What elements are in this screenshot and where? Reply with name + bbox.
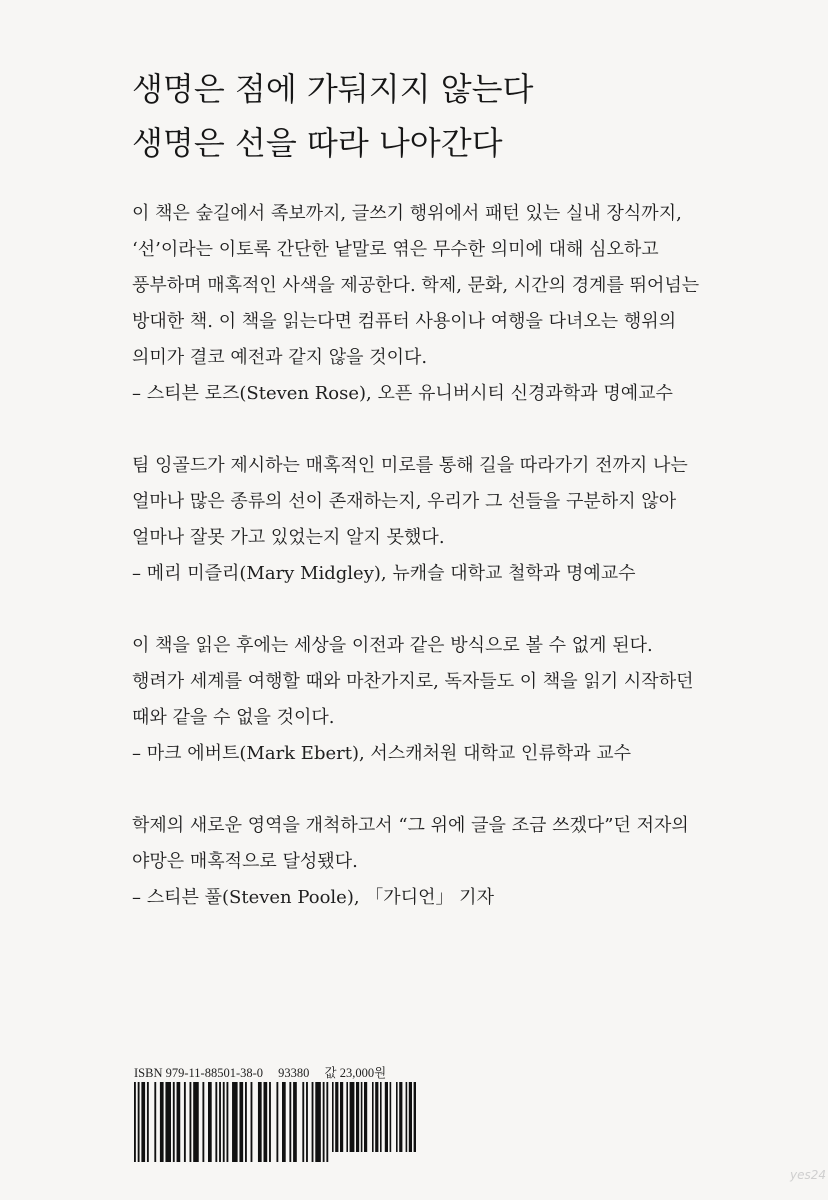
quote-attribution: – 스티븐 로즈(Steven Rose), 오픈 유니버시티 신경과학과 명예교수: [132, 383, 673, 404]
quote-attribution: – 메리 미즐리(Mary Midgley), 뉴캐슬 대학교 철학과 명예교수: [132, 563, 636, 584]
quote-line: 방대한 책. 이 책을 읽는다면 컴퓨터 사용이나 여행을 다녀오는 행위의: [132, 311, 677, 332]
headline: [132, 62, 533, 170]
quote-line: ‘선’이라는 이토록 간단한 낱말로 엮은 무수한 의미에 대해 심오하고: [132, 239, 659, 260]
endorsement-quote: [132, 448, 772, 592]
quote-line: 때와 같을 수 없을 것이다.: [132, 707, 335, 728]
barcode-image: [134, 1082, 416, 1162]
quote-line: 야망은 매혹적으로 달성됐다.: [132, 851, 358, 872]
isbn-addon: 93380: [278, 1066, 310, 1080]
isbn-line: [134, 1063, 398, 1081]
quote-attribution: – 스티븐 풀(Steven Poole), 「가디언」 기자: [132, 887, 494, 908]
endorsement-quote: [132, 196, 772, 412]
isbn-number: ISBN 979-11-88501-38-0: [134, 1066, 264, 1080]
endorsements: [132, 196, 772, 952]
price-label: 값 23,000원: [324, 1066, 387, 1080]
quote-line: 의미가 결코 예전과 같지 않을 것이다.: [132, 347, 428, 368]
quote-line: 이 책은 숲길에서 족보까지, 글쓰기 행위에서 패턴 있는 실내 장식까지,: [132, 203, 682, 224]
endorsement-quote: [132, 628, 772, 772]
quote-attribution: – 마크 에버트(Mark Ebert), 서스캐처원 대학교 인류학과 교수: [132, 743, 632, 764]
quote-line: 학제의 새로운 영역을 개척하고서 “그 위에 글을 조금 쓰겠다”던 저자의: [132, 815, 689, 836]
headline-line-1: 생명은 점에 가둬지지 않는다: [132, 70, 534, 108]
watermark-logo: yes24: [790, 1168, 827, 1182]
quote-line: 풍부하며 매혹적인 사색을 제공한다. 학제, 문화, 시간의 경계를 뛰어넘는: [132, 275, 700, 296]
endorsement-quote: [132, 808, 772, 916]
quote-line: 이 책을 읽은 후에는 세상을 이전과 같은 방식으로 볼 수 없게 된다.: [132, 635, 653, 656]
headline-line-2: 생명은 선을 따라 나아간다: [132, 124, 503, 162]
quote-line: 행려가 세계를 여행할 때와 마찬가지로, 독자들도 이 책을 읽기 시작하던: [132, 671, 694, 692]
quote-line: 얼마나 잘못 가고 있었는지 알지 못했다.: [132, 527, 445, 548]
quote-line: 팀 잉골드가 제시하는 매혹적인 미로를 통해 길을 따라가기 전까지 나는: [132, 455, 688, 476]
quote-line: 얼마나 많은 종류의 선이 존재하는지, 우리가 그 선들을 구분하지 않아: [132, 491, 677, 512]
